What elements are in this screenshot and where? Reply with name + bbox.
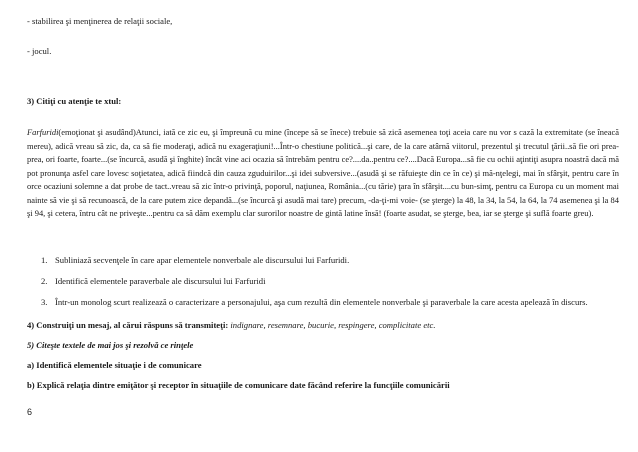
section-3-heading: 3) Citiţi cu atenţie te xtul: [27, 96, 122, 106]
task-item [27, 296, 617, 309]
section-4 [27, 320, 435, 331]
subtask-a: a) Identifică elementele situaţie i de comunicare [27, 360, 202, 370]
farfuridi-speech: (emoţionat şi asudând)Atunci, iată ce zic eu, şi împreună cu mine (începe să se înece) trebuie să zică asemenea toţi aceia care nu vor s cază la extremitate (se îneacă mereu), adică vreau să zic, da, ca să fie moderaţi, adică nu exageraţiuni!...Într-o chestiune politică...şi care, de la care atârnă viitorul, prezentul şi trecutul ţării..să fie ori prea-prea, ori foarte, foarte...(se încurcă, asudă şi înghite) încât vine aci ocazia să întrebăm pentru ce?....da..pentru ce?....Dacă Europa...să fie cu ochii aţintiţi asupra noastră dacă mă pot pronunţa asfel care lovesc soţietatea, adică fiindcă din cauza zguduirilor...şi idei subversive...(asudă şi se răfuieşte din ce în ce) şi mă-nţelegi, mai în sfârşit, pentru care în orce ocaziuni solemne a dat probe de tact..vreau să zic într-o privinţă, poporul, naţiunea, România...(cu tărie) ţara în sfârşit....cu bun-simţ, pentru ca Europa cu un moment mai nainte să vie şi să recunoască, de la care putem zice depandă...(se încurcă şi asudă mai tare) precum, -da-ţi-mi voie- (se şterge) la 48, la 34, la 54, la 64, la 74 asemenea şi la 84 şi 94, şi cetera, întru cât ne priveşte...pentru ca să dăm exemplu clar surorilor noastre de gintă latine însă! (foarte asudat, se şterge, bea, iar se şterge şi suflă foarte greu). [27, 127, 619, 218]
section-5-heading: 5) Citeşte textele de mai jos şi rezolvă ce rinţele [27, 340, 194, 350]
bullet-social-relations: - stabilirea şi menţinerea de relaţii sociale, [27, 16, 173, 26]
task-item [27, 254, 617, 267]
task-text: Subliniază secvenţele în care apar elementele nonverbale ale discursului lui Farfuridi. [55, 255, 350, 265]
task-number: 2. [41, 276, 48, 286]
task-item [27, 275, 617, 288]
task-text: Într-un monolog scurt realizează o caracterizare a personajului, aşa cum rezultă din elementele nonverbale şi paraverbale la care acesta apelează în discurs. [55, 297, 588, 307]
task-number: 3. [41, 297, 48, 307]
task-text: Identifică elementele paraverbale ale discursului lui Farfuridi [55, 276, 266, 286]
task-number: 1. [41, 255, 48, 265]
task-list [27, 254, 617, 309]
character-name: Farfuridi [27, 127, 59, 137]
section-4-label: 4) Construiţi un mesaj, al cărui răspuns să transmiteţi: [27, 320, 229, 330]
section-4-emotions: indignare, resemnare, bucurie, respingere, complicitate etc. [228, 320, 436, 330]
bullet-game: - jocul. [27, 46, 52, 56]
subtask-b: b) Explică relaţia dintre emiţător şi receptor în situaţiile de comunicare date făcând referire la funcţiile comunicării [27, 380, 450, 390]
page-number: 6 [27, 407, 33, 417]
farfuridi-text [27, 126, 619, 221]
